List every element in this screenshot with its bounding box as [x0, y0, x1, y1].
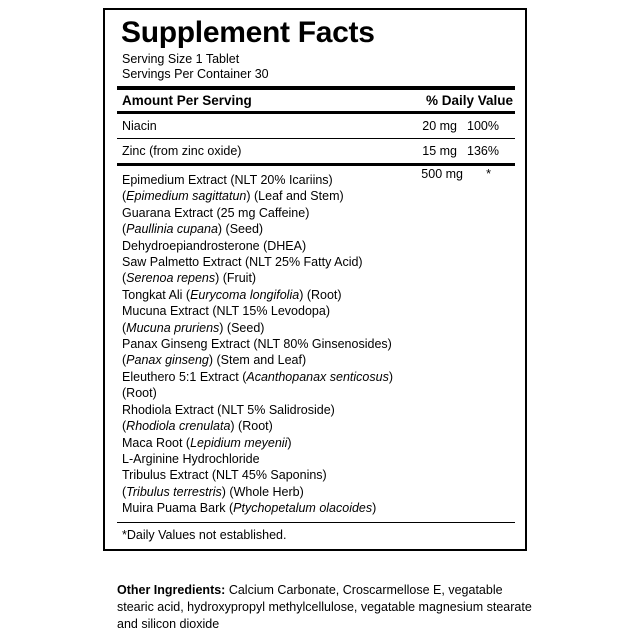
header-amount-per-serving: Amount Per Serving: [122, 93, 252, 108]
blend-ingredient-line: Guarana Extract (25 mg Caffeine): [122, 205, 310, 220]
servings-per-container: Servings Per Container 30: [122, 67, 269, 81]
blend-ingredient-line: (Root): [122, 386, 157, 401]
blend-ingredient-line: L-Arginine Hydrochloride: [122, 451, 260, 466]
blend-ingredient-line: Panax Ginseng Extract (NLT 80% Ginsenosides): [122, 337, 392, 352]
blend-ingredient-line: (Mucuna pruriens) (Seed): [122, 320, 265, 335]
supplement-facts-panel: [103, 8, 527, 551]
nutrient-amount: 15 mg: [422, 144, 457, 158]
blend-ingredient-line: Saw Palmetto Extract (NLT 25% Fatty Acid): [122, 255, 363, 270]
blend-ingredient-line: Dehydroepiandrosterone (DHEA): [122, 238, 307, 253]
blend-ingredient-line: Epimedium Extract (NLT 20% Icariins): [122, 173, 333, 187]
blend-ingredient-line: (Panax ginseng) (Stem and Leaf): [122, 353, 307, 368]
blend-ingredient-line: Maca Root (Lepidium meyenii): [122, 435, 292, 450]
nutrient-daily-value: 100%: [467, 119, 499, 133]
table-header-row: [117, 90, 515, 111]
blend-ingredient-line: (Rhodiola crenulata) (Root): [122, 419, 273, 434]
table-row: [117, 139, 515, 163]
proprietary-blend-section: [117, 166, 515, 522]
daily-value-footnote: *Daily Values not established.: [122, 527, 287, 542]
nutrient-name: Zinc (from zinc oxide): [122, 144, 242, 158]
blend-ingredient-line: Tribulus Extract (NLT 45% Saponins): [122, 468, 327, 483]
other-ingredients: [117, 582, 537, 633]
blend-ingredient-line: (Paullinia cupana) (Seed): [122, 222, 264, 237]
other-ingredients-text: Calcium Carbonate, Croscarmellose E, vegatable stearic acid, hydroxypropyl methylcellulose, vegatable magnesium stearate and silicon dioxide: [117, 583, 532, 631]
blend-ingredient-line: Mucuna Extract (NLT 15% Levodopa): [122, 304, 330, 319]
blend-ingredient-line: Rhodiola Extract (NLT 5% Salidroside): [122, 402, 335, 417]
page-title: Supplement Facts: [121, 16, 375, 49]
serving-size: Serving Size 1 Tablet: [122, 52, 240, 66]
header-daily-value: % Daily Value: [425, 93, 513, 108]
nutrient-name: Niacin: [122, 119, 157, 133]
nutrient-amount: 20 mg: [422, 119, 457, 133]
blend-ingredient-line: Eleuthero 5:1 Extract (Acanthopanax senticosus): [122, 369, 394, 384]
blend-ingredient-line: (Epimedium sagittatun) (Leaf and Stem): [122, 189, 344, 204]
blend-ingredient-line: Tongkat Ali (Eurycoma longifolia) (Root): [122, 287, 342, 302]
nutrient-daily-value: 136%: [467, 144, 499, 158]
blend-daily-value: *: [486, 167, 491, 181]
other-ingredients-label: Other Ingredients:: [117, 583, 226, 597]
blend-ingredient-line: (Tribulus terrestris) (Whole Herb): [122, 484, 304, 499]
table-row: [117, 114, 515, 138]
blend-ingredient-line: Muira Puama Bark (Ptychopetalum olacoides): [122, 501, 377, 516]
blend-amount: 500 mg: [421, 167, 463, 181]
blend-ingredient-list: [122, 172, 422, 517]
blend-ingredient-line: (Serenoa repens) (Fruit): [122, 271, 257, 286]
